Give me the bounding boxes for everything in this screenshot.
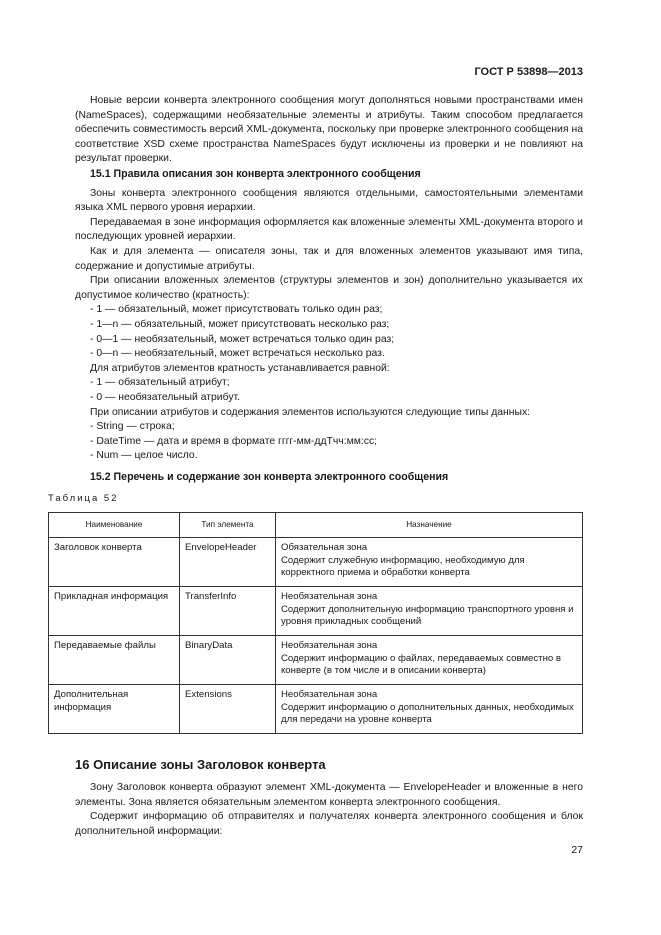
cell-name: Прикладная информация [49,587,180,636]
section-15-2-title: 15.2 Перечень и содержание зон конверта электронного сообщения [90,470,449,483]
document-id: ГОСТ Р 53898—2013 [474,66,583,78]
section-15-1 [75,167,583,484]
zones-table [48,512,583,734]
list-item: - 0 — необязательный атрибут. [90,391,241,403]
cell-name: Дополнительная информация [49,685,180,734]
list-item: - 0—n — необязательный, может встречаться несколько раз. [90,348,385,360]
table-row [49,685,583,734]
column-header-type: Тип элемента [180,513,276,538]
cell-name: Заголовок конверта [49,538,180,587]
list-item: - DateTime — дата и время в формате гггг-мм-ддТчч:мм:сс; [90,435,378,447]
paragraph: При описании вложенных элементов (структуры элементов и зон) дополнительно указывается их допустимое количество (кратность): [75,275,583,301]
cell-purpose: Необязательная зона Содержит информацию о дополнительных данных, необходимых для передачи на уровне конверта [276,685,583,734]
cell-name: Передаваемые файлы [49,636,180,685]
page-number: 27 [571,844,583,856]
section-15-1-title: 15.1 Правила описания зон конверта электронного сообщения [90,168,421,180]
paragraph: Зоны конверта электронного сообщения являются отдельными, самостоятельными элементами языка XML первого уровня иерархии. [75,187,583,214]
section-text-block [75,94,583,167]
paragraph: При описании атрибутов и содержания элементов используются следующие типы данных: [90,406,531,418]
paragraph: Зону Заголовок конверта образуют элемент XML-документа — EnvelopeHeader и вложенные в него элементы. Зона является обязательным элементом конверта электронного сообщения. [75,782,583,808]
chapter-16-title: 16 Описание зоны Заголовок конверта [75,757,326,772]
list-item: - String — строка; [90,421,175,433]
paragraph: Передаваемая в зоне информация оформляется как вложенные элементы XML-документа второго и последующих уровней иерархии. [75,216,583,243]
section-16-text [75,781,583,839]
cell-type: TransferInfo [180,587,276,636]
table-caption: Таблица 52 [48,493,119,504]
cell-type: EnvelopeHeader [180,538,276,587]
column-header-purpose: Назначение [276,513,583,538]
intro-paragraph: Новые версии конверта электронного сообщения могут дополняться новыми пространствами имен (NameSpaces), содержащими необязательные элементы и атрибуты. Таким способом предлагается обеспечить совместимость версий XML-документа, поскольку при проверке электронного сообщения на соответствие XSD схеме пространства NameSpaces будут исключены из проверки и не повлияют на результат проверки. [75,95,583,165]
column-header-name: Наименование [49,513,180,538]
list-item: - 1 — обязательный атрибут; [90,377,230,389]
list-item: - 1 — обязательный, может присутствовать только один раз; [90,304,383,316]
cell-purpose: Обязательная зона Содержит служебную информацию, необходимую для корректного приема и обработки конверта [276,538,583,587]
table-header-row [49,513,583,538]
paragraph: Для атрибутов элементов кратность устанавливается равной: [90,362,390,374]
list-item: - Num — целое число. [90,450,198,462]
paragraph: Содержит информацию об отправителях и получателях конверта электронного сообщения и блок дополнительной информации: [75,811,583,837]
cell-purpose: Необязательная зона Содержит дополнительную информацию транспортного уровня и уровня прикладных сообщений [276,587,583,636]
table-row [49,538,583,587]
cell-purpose: Необязательная зона Содержит информацию о файлах, передаваемых совместно в конверте (в том числе и в описании конверта) [276,636,583,685]
paragraph: Как и для элемента — описателя зоны, так и для вложенных элементов указывают имя типа, содержание и допустимые атрибуты. [75,245,583,272]
list-item: - 0—1 — необязательный, может встречаться только один раз; [90,333,395,345]
cell-type: Extensions [180,685,276,734]
table-row [49,636,583,685]
cell-type: BinaryData [180,636,276,685]
list-item: - 1—n — обязательный, может присутствовать несколько раз; [90,318,390,330]
table-row [49,587,583,636]
